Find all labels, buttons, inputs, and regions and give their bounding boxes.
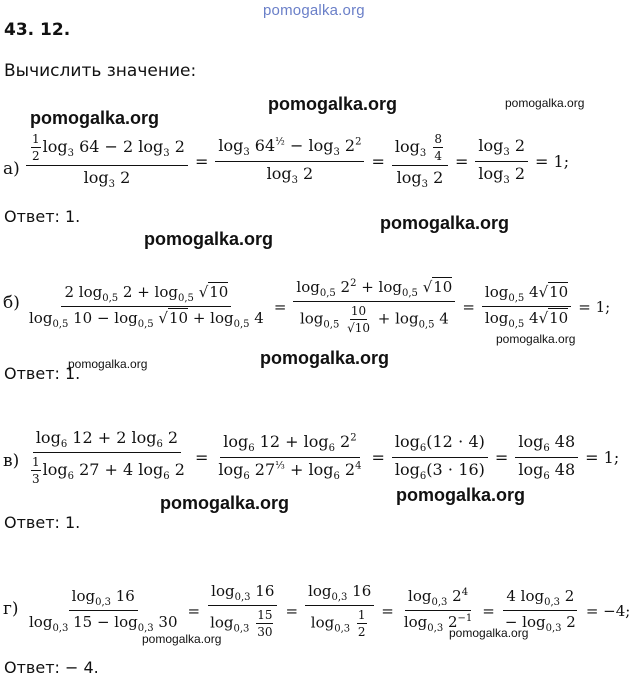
watermark: pomogalka.org [160, 493, 290, 513]
watermark: pomogalka.org [396, 485, 526, 505]
watermark: pomogalka.org [449, 626, 529, 640]
answer-b: Ответ: 1. [4, 364, 81, 383]
item-b-label: б) [3, 293, 20, 313]
exercise-number: 43. 12. [4, 20, 71, 40]
watermark: pomogalka.org [144, 229, 274, 249]
task-statement: Вычислить значение: [4, 61, 197, 81]
item-a-label: а) [3, 159, 20, 179]
watermark: pomogalka.org [30, 108, 160, 128]
item-g-label: г) [3, 599, 19, 619]
watermark-top: pomogalka.org [263, 2, 365, 19]
watermark: pomogalka.org [380, 213, 510, 233]
answer-g: Ответ: − 4. [4, 658, 99, 677]
equation-g: $\frac{\log_{0,3} 16}{\log_{0,3} 15 - \log_{0,3} 30}$ = $\log_{0,3} 16$ $\log_{0,3}$ $\frac{15}{30}$ = $\log_{0,3} 16$ $\log_{0,3}$ $\frac{1}{2}$ = $\frac{\log_{0,3} 2^4}{\log_{0,3} 2^{-1}}$ = $\frac{4 \log_{0,3} 2}{- \log_{0,3} 2}$ = −4; [29, 582, 631, 639]
item-v-label: в) [3, 451, 20, 471]
answer-v: Ответ: 1. [4, 513, 81, 532]
answer-a: Ответ: 1. [4, 207, 81, 226]
watermark: pomogalka.org [268, 94, 398, 114]
watermark: pomogalka.org [142, 632, 222, 646]
watermark: pomogalka.org [496, 332, 576, 346]
watermark: pomogalka.org [260, 348, 390, 368]
watermark: pomogalka.org [68, 357, 148, 371]
equation-v: $\log_6 12 + 2$ $\log_6 2$ $\frac{1}{3}$ $\log_6 27 + 4$ $\log_6 2$ = $\frac{\log_6 12 + \log_6 2^2}{\log_6 27^{\frac{1}{3}} + \log_6 2^4}$ = $\frac{\log_6(12 \cdot 4)}{\log_6(3 \cdot 16)}$ = $\frac{\log_6 48}{\log_6 48}$ = 1; [32, 428, 620, 487]
equation-a: $\frac{1}{2}$ $\log_3 64 - 2$ $\log_3 2$ $\log_3 2$ = $\frac{\log_3 64^{\frac{1}{2}} - \log_3 2^2}{\log_3 2}$ = $\log_3$ $\frac{8}{4}$ $\log_3 2$ = $\frac{\log_3 2}{\log_3 2}$ = 1; [24, 132, 574, 190]
equation-b: $\frac{2 \log_{0,5} 2 + \log_{0,5} √10}{\log_{0,5} 10 - \log_{0,5} √10 + \log_{0,5} 4}$ = $\log_{0,5} 2^2 + \log_{0,5} √10$ $\log_{0,5}$ $\frac{10}{√10}$ + $\log_{0,5} 4$ = $\frac{\log_{0,5} 4√10}{\log_{0,5} 4√10}$ = 1; [29, 278, 611, 335]
watermark: pomogalka.org [505, 96, 585, 110]
